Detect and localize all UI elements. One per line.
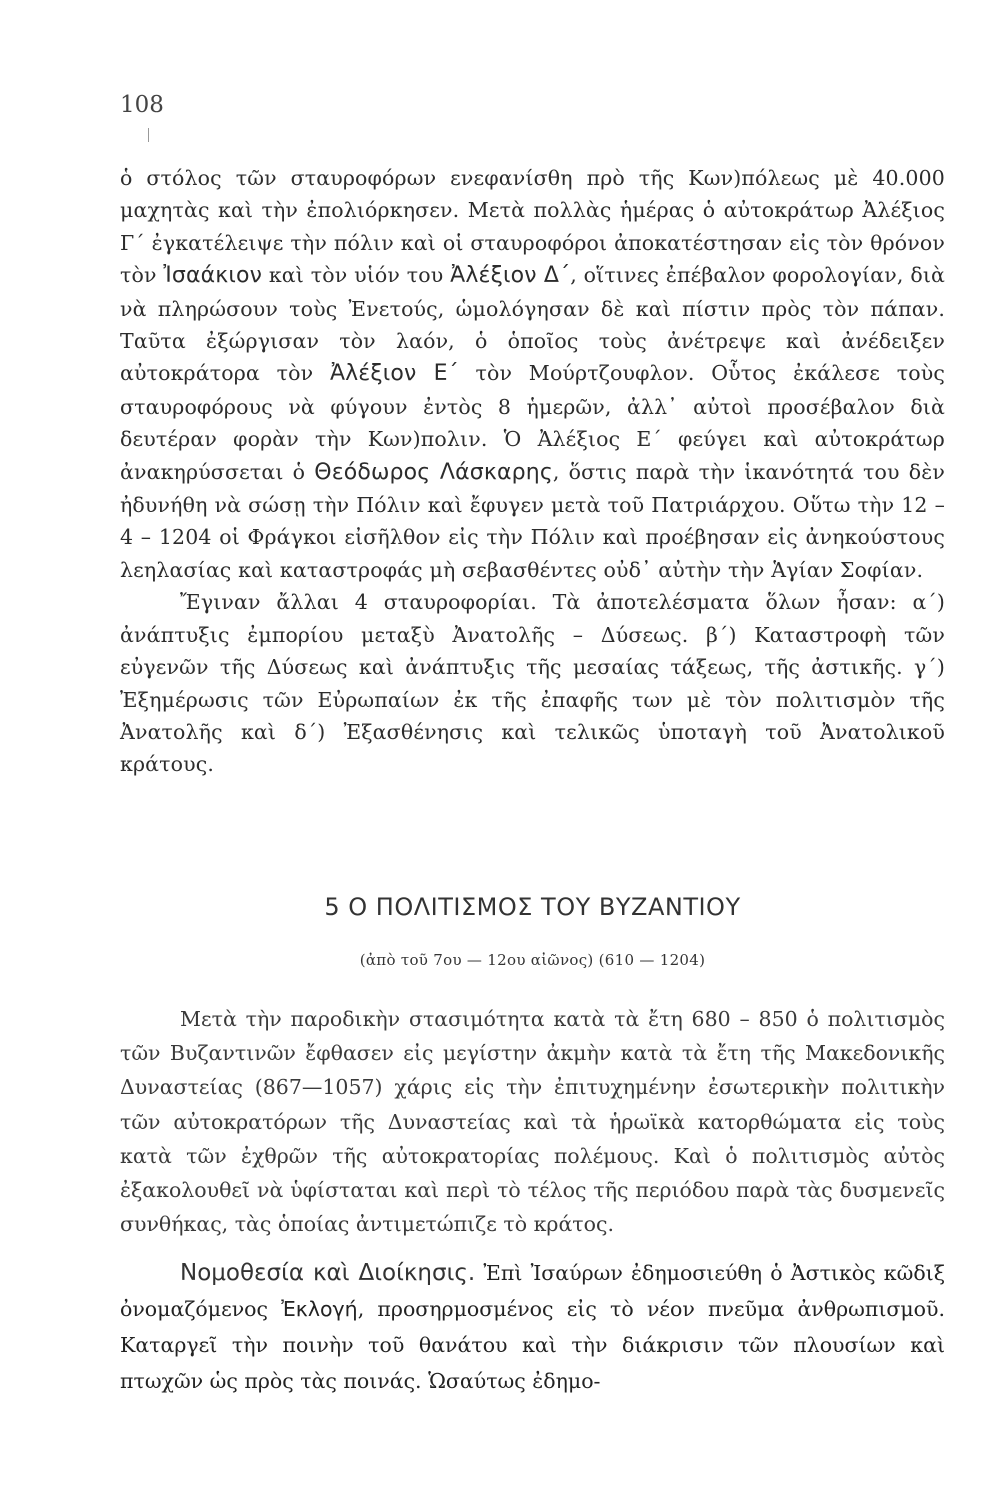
scan-mark	[148, 128, 149, 142]
name-alexios-iv: Ἀλέξιον Δ΄	[450, 263, 571, 289]
paragraph-law	[120, 1255, 945, 1399]
law-text-1: Ἐπὶ Ἰσαύρων ἐδημοσιεύθη ὁ Ἀστικὸς κῶδιξ ὀνομαζόμενος	[120, 1261, 945, 1321]
crusade-text-4: τὸν Μούρτζουφλον. Οὗτος ἐκάλεσε τοὺς σταυροφόρους νὰ φύγουν ἐντὸς 8 ἡμερῶν, ἀλλ᾽ αὐτοὶ προσέβαλον διὰ δευτέραν φορὰν τὴν Κων)πολιν. Ὁ Ἀλέξιος Ε΄ φεύγει καὶ αὐτοκράτωρ ἀνακηρύσσεται ὁ	[120, 361, 945, 484]
crusade-text-3: , οἵτινες ἐπέβαλον φορολογίαν, διὰ νὰ πληρώσουν τοὺς Ἐνετούς, ὡμολόγησαν δὲ καὶ πίστιν πρὸς τὸν πάπαν. Ταῦτα ἐξώργισαν τὸν λαόν, ὁ ὁποῖος τοὺς ἀνέτρεψε καὶ ἀνέδειξεν αὐτοκράτορα τὸν	[120, 263, 946, 386]
page-body	[120, 162, 945, 781]
ekloge-term: Ἐκλογή	[281, 1297, 358, 1321]
paragraph-crusade-results: Ἔγιναν ἄλλαι 4 σταυροφορίαι. Τὰ ἀποτελέσματα ὅλων ἦσαν: α΄) ἀνάπτυξις ἐμπορίου μεταξὺ Ἀνατολῆς – Δύσεως. β΄) Καταστροφὴ τῶν εὐγενῶν τῆς Δύσεως καὶ ἀνάπτυξις τῆς μεσαίας τάξεως, τῆς ἀστικῆς. γ΄) Ἐξημέρωσις τῶν Εὐρωπαίων ἐκ τῆς ἐπαφῆς των μὲ τὸν πολιτισμὸν τῆς Ἀνατολῆς καὶ δ΄) Ἐξασθένησις καὶ τελικῶς ὑποταγὴ τοῦ Ἀνατολικοῦ κράτους.	[120, 590, 945, 777]
page-number: 108	[120, 92, 164, 118]
crusade-text-5: , ὅστις παρὰ τὴν ἱκανότητά του δὲν ἠδυνήθη νὰ σώσῃ τὴν Πόλιν καὶ ἔφυγεν μετὰ τοῦ Πατριάρχου. Οὕτω τὴν 12 – 4 – 1204 οἱ Φράγκοι εἰσῆλθον εἰς τὴν Πόλιν καὶ προέβησαν εἰς ἀνηκούστους λεηλασίας καὶ καταστροφάς μὴ σεβασθέντες οὐδ᾽ αὐτὴν τὴν Ἁγίαν Σοφίαν.	[120, 459, 945, 582]
paragraph-crusade	[120, 162, 945, 586]
crusade-text-1: ὁ στόλος τῶν σταυροφόρων ενεφανίσθη πρὸ τῆς Κων)πόλεως μὲ 40.000 μαχητὰς καὶ τὴν ἐπολιόρκησεν. Μετὰ πολλὰς ἡμέρας ὁ αὐτοκράτωρ Ἀλέξιος Γ΄ ἐγκατέλειψε τὴν πόλιν καὶ οἱ σταυροφόροι ἀποκατέστησαν εἰς τὸν θρόνον τὸν	[120, 166, 945, 288]
paragraph-byzantine-culture: Μετὰ τὴν παροδικὴν στασιμότητα κατὰ τὰ ἔτη 680 – 850 ὁ πολιτισμὸς τῶν Βυζαντινῶν ἔφθασεν εἰς μεγίστην ἀκμὴν κατὰ τὰ ἔτη τῆς Μακεδονικῆς Δυναστείας (867—1057) χάρις εἰς τὴν ἐπιτυχημένην ἐσωτερικὴν πολιτικὴν τῶν αὐτοκρατόρων τῆς Δυναστείας καὶ τὰ ἡρωϊκὰ κατορθώματα εἰς τοὺς κατὰ τῶν ἐχθρῶν τῆς αὐτοκρατορίας πολέμους. Καὶ ὁ πολιτισμὸς αὐτὸς ἐξακολουθεῖ νὰ ὑφίσταται καὶ περὶ τὸ τέλος τῆς περιόδου παρὰ τὰς δυσμενεῖς συνθήκας, τὰς ὁποίας ἀντιμετώπιζε τὸ κράτος.	[120, 1007, 945, 1237]
law-text-2: , προσηρμοσμένος εἰς τὸ νέον πνεῦμα ἀνθρωπισμοῦ. Καταργεῖ τὴν ποινὴν τοῦ θανάτου καὶ τὴν διάκρισιν τῶν πλουσίων καὶ πτωχῶν ὡς πρὸς τὰς ποινάς. Ὡσαύτως ἐδημο-	[120, 1297, 946, 1393]
name-alexios-v: Ἀλέξιον Ε΄	[329, 361, 459, 387]
name-theodoros-laskaris: Θεόδωρος Λάσκαρης	[314, 459, 553, 485]
law-heading: Νομοθεσία καὶ Διοίκησις.	[180, 1260, 476, 1286]
law-body	[120, 1255, 945, 1399]
name-isaakios: Ἰσαάκιον	[163, 263, 263, 289]
section-body	[120, 1002, 945, 1241]
section-subtitle: (ἀπὸ τοῦ 7ου — 12ου αἰῶνος) (610 — 1204)	[359, 951, 706, 969]
section-heading: 5 Ο ΠΟΛΙΤΙΣΜΟΣ ΤΟΥ ΒΥΖΑΝΤΙΟΥ	[324, 893, 741, 921]
crusade-text-2: καὶ τὸν υἱόν του	[262, 263, 451, 288]
